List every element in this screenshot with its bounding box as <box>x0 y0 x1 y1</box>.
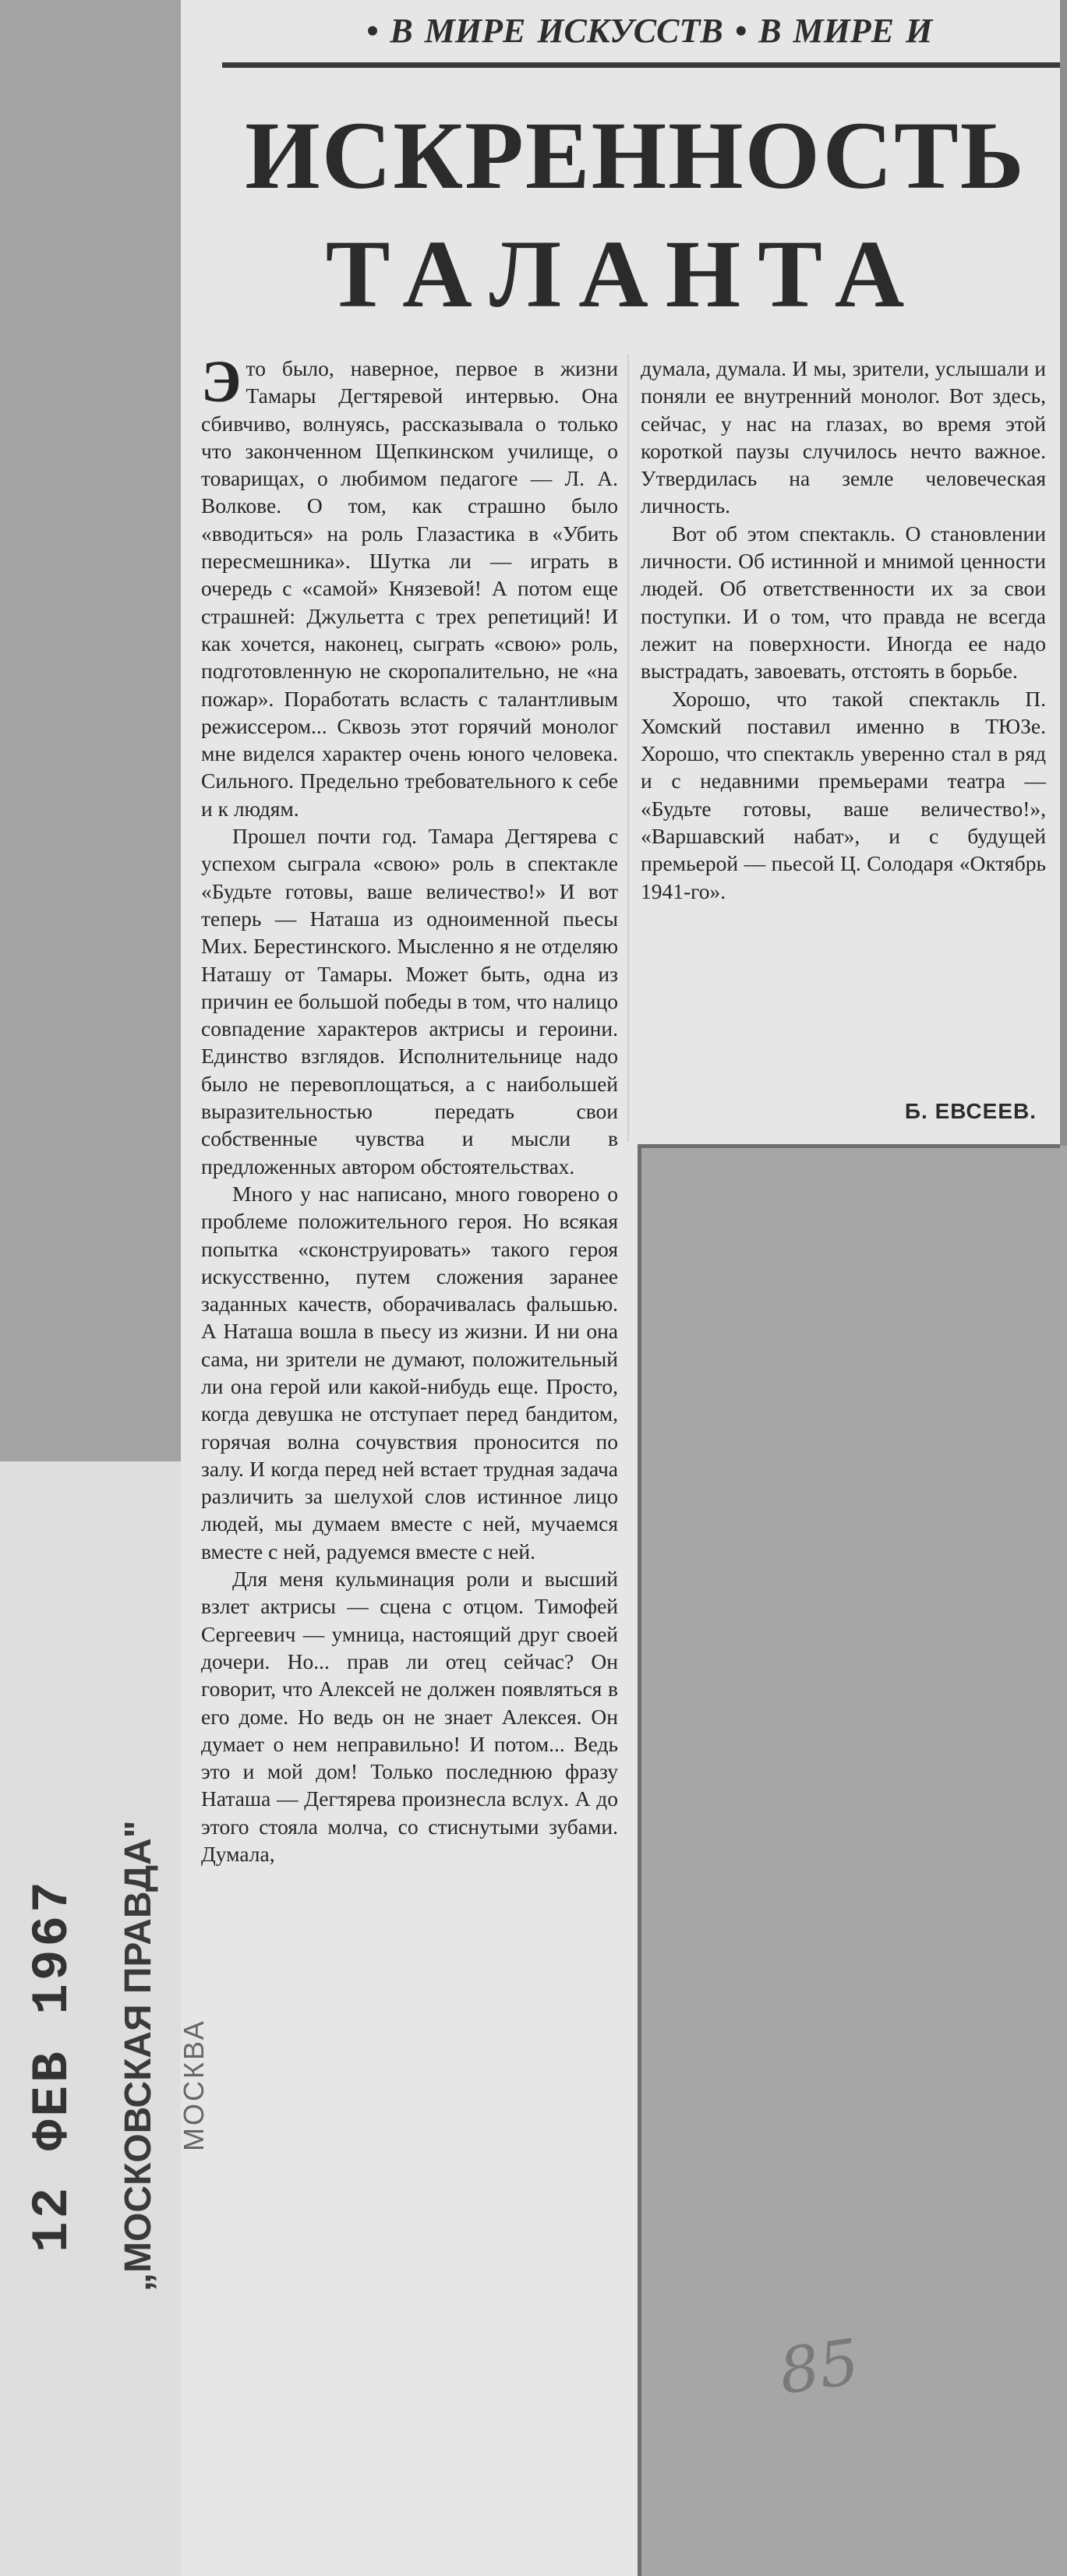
article-column-right <box>641 355 1046 905</box>
drop-cap: Э <box>201 349 242 415</box>
paragraph: Вот об этом спектакль. О становлении личности. Об истинной и мнимой ценности людей. Об ответственности их за свои поступки. И о том, что правда не всегда лежит на поверхности. Иногда ее надо выстрадать, завоевать, отстоять в борьбе. <box>641 521 1046 684</box>
article-column-left <box>201 349 618 1868</box>
date-stamp: 12 ФЕВ 1967 <box>23 1878 82 2253</box>
paragraph: Хорошо, что такой спектакль П. Хомский поставил именно в ТЮЗе. Хорошо, что спектакль уверенно стал в ряд и с недавними премьерами театра — «Будьте готовы, ваше величество!», «Варшавский набат», и с будущей премьерой — пьесой Ц. Солодаря «Октябрь 1941-го». <box>641 686 1046 903</box>
paragraph: Много у нас написано, много говорено о проблеме положительного героя. Но всякая попытка «сконструировать» такого героя искусственно, путем сложения заранее заданных качеств, оборачивалась фальшью. А Наташа вошла в пьесу из жизни. И ни она сама, ни зрители не думают, положительный ли она герой или какой-нибудь еще. Просто, когда девушка не отступает перед бандитом, горячая волна сочувствия проносится по залу. И когда перед ней встает трудная задача различить за шелухой слов истинное лицо людей, мы думаем вместе с ней, мучаемся вместе с ней, радуемся вместе с ней. <box>201 1181 618 1564</box>
paragraph: Прошел почти год. Тамара Дегтярева с успехом сыграла «свою» роль в спектакле «Будьте готовы, ваше величество!» И вот теперь — Наташа из одноименной пьесы Мих. Берестинского. Мысленно я не отделяю Наташу от Тамары. Может быть, одна из причин ее большой победы в том, что налицо совпадение характеров актрисы и героини. Единство взглядов. Исполнительнице надо было не перевоплощаться, а с наибольшей выразительностью передать свои собственные чувства и мысли в предложенных автором обстоятельствах. <box>201 824 618 1178</box>
paragraph <box>201 349 618 822</box>
paragraph-text: то было, наверное, первое в жизни Тамары Дегтяревой интервью. Она сбивчиво, волнуясь, рассказывала о только что законченном Щепкинском училище, о товарищах, о любимом педагоге — Л. А. Волкове. О том, как страшно было «вводиться» на роль Глазастика в «Убить пересмешника». Шутка ли — играть в очередь с «самой» Князевой! А потом еще страшней: Джульетта с трех репетиций! И как хочется, наконец, сыграть «свою» роль, подготовленную не скоропалительно, не «на пожар». Поработать всласть с талантливым режиссером... Сквозь этот горячий монолог мне виделся характер очень юного человека. Сильного. Предельно требовательного к себе и к людям. <box>201 356 618 821</box>
city-stamp: МОСКВА <box>178 2019 210 2151</box>
headline-line-2: ТАЛАНТА <box>325 221 922 327</box>
background-strip <box>1060 0 1067 1146</box>
pencil-page-number: 85 <box>775 2325 864 2408</box>
column-divider <box>627 355 629 1142</box>
rubric-rule <box>222 62 1060 68</box>
paragraph: Для меня кульминация роли и высший взлет актрисы — сцена с отцом. Тимофей Сергеевич — умница, настоящий друг своей дочери. Но... прав ли отец сейчас? Он говорит, что Алексей не должен появляться в его доме. Но ведь он не знает Алексея. Он думает о нем неправильно! И потом... Ведь это и мой дом! Только последнюю фразу Наташа — Дегтярева произнесла вслух. А до этого стояла молча, со стиснутыми зубами. Думала, <box>201 1567 618 1867</box>
section-rubric: • В МИРЕ ИСКУССТВ • В МИРЕ И <box>366 12 933 50</box>
paragraph: думала, думала. И мы, зрители, услышали и поняли ее внутренний монолог. Вот здесь, сейчас, у нас на глазах, во время этой короткой паузы случилось нечто важное. Утвердилась на земле человеческая личность. <box>641 356 1046 518</box>
headline-line-1: ИСКРЕННОСТЬ <box>245 102 1026 209</box>
newspaper-stamp: „МОСКОВСКАЯ ПРАВДА" <box>118 1820 159 2292</box>
clipping-edge-vertical <box>638 1144 641 2576</box>
clipping-edge-horizontal <box>639 1144 1060 1148</box>
author-signature: Б. ЕВСЕЕВ. <box>904 1099 1037 1123</box>
